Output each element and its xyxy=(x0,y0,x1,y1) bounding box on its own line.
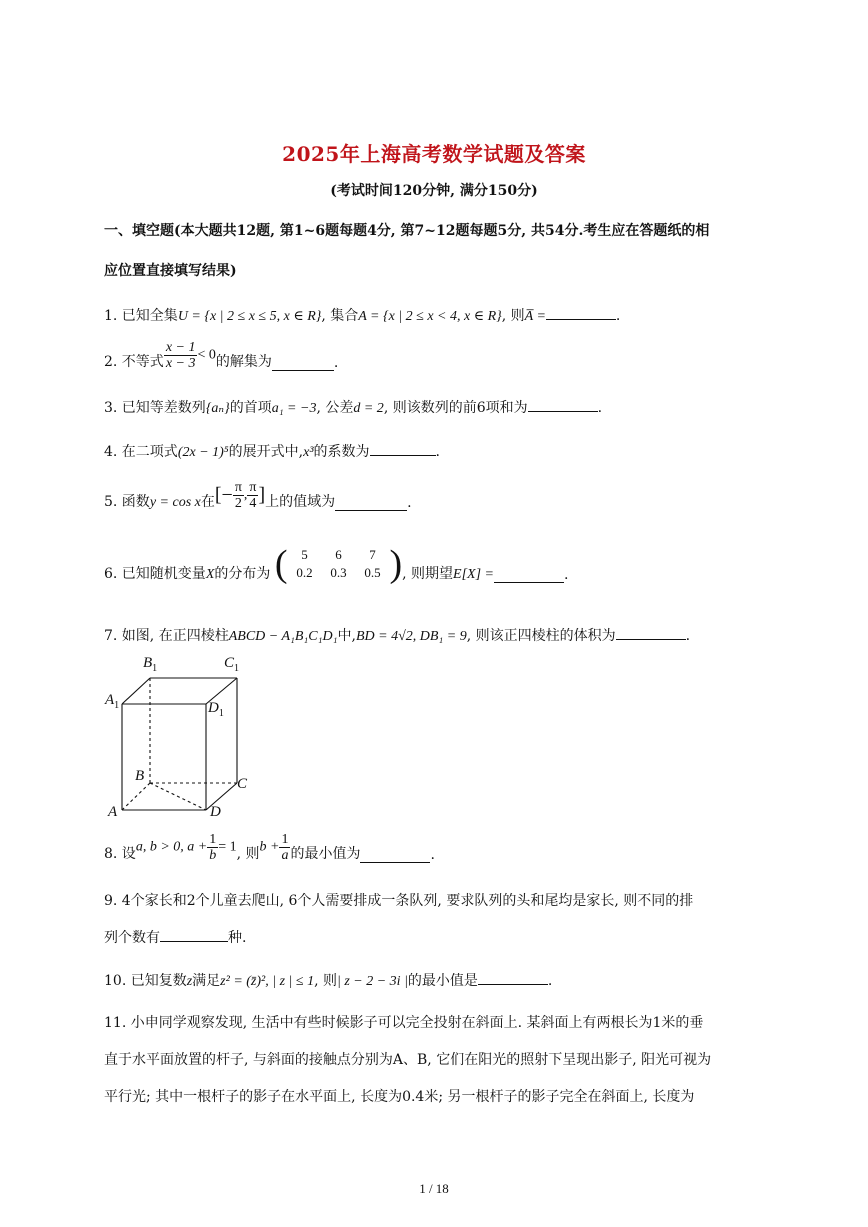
question-9-line1: 9. 4个家长和2个儿童去爬山, 6个人需要排成一条队列, 要求队列的头和尾均是家长, 则不同的排 xyxy=(104,893,694,909)
q5-interval-close: ] xyxy=(258,484,266,506)
q1-set-a: A = {x | 2 ≤ x < 4, x ∈ R} xyxy=(358,309,502,324)
q2-text: 2. 不等式 xyxy=(104,354,164,370)
q6-text: 6. 已知随机变量 xyxy=(104,566,206,582)
vertex-c1-label: $C_1$ xyxy=(224,655,240,674)
q1-text-3: , 则 xyxy=(501,308,525,324)
q7-text-3: , 则该正四棱柱的体积为 xyxy=(466,628,616,644)
q2-end: . xyxy=(333,355,339,371)
q10-text-4: 的最小值是 xyxy=(407,973,478,989)
q10-text: 10. 已知复数 xyxy=(104,973,187,989)
q8-expression: b + xyxy=(259,839,280,855)
q5-denominator-2: 2 xyxy=(234,496,242,511)
q5-text-2: 在 xyxy=(200,494,215,510)
q8-text-2: , 则 xyxy=(236,846,260,862)
answer-blank[interactable] xyxy=(370,441,436,456)
q5-pi: π xyxy=(234,480,242,495)
answer-blank[interactable] xyxy=(528,397,598,412)
q2-fraction xyxy=(164,340,198,371)
q6-value: 5 xyxy=(301,547,308,562)
vertex-d-label: D xyxy=(210,804,221,820)
q2-relation: < 0 xyxy=(197,347,216,363)
q5-end: . xyxy=(407,495,412,511)
question-2 xyxy=(104,340,338,371)
q10-text-2: 满足 xyxy=(192,973,221,989)
q8-equals: = 1 xyxy=(218,839,237,855)
answer-blank[interactable] xyxy=(272,356,334,371)
q6-probability: 0.5 xyxy=(364,565,381,580)
question-11-line3: 平行光; 其中一根杆子的影子在水平面上, 长度为0.4米; 另一根杆子的影子完全在斜面上, 长度为 xyxy=(104,1089,695,1105)
q7-text-2: 中, xyxy=(337,628,356,644)
q10-condition: z² = (z̄)², | z | ≤ 1 xyxy=(220,974,315,989)
q3-text-3: , 公差 xyxy=(316,400,354,416)
q3-common-difference: d = 2 xyxy=(353,401,384,416)
question-5: 5. 函数y = cos x在[− $\frac{\pi}{2}$ , $\frac{\pi}{4}$ ]上的值域为 . xyxy=(104,480,412,511)
q4-text: 4. 在二项式 xyxy=(104,444,178,460)
q8-text-3: 的最小值为 xyxy=(290,846,361,862)
q3-text-2: 的首项 xyxy=(229,400,272,416)
answer-blank[interactable] xyxy=(478,970,548,985)
q7-end: . xyxy=(685,628,691,644)
question-1 xyxy=(104,305,620,325)
q6-distribution-matrix: ( 5 6 7 0.2 0.3 0.5 ) xyxy=(274,543,403,585)
q5-function: y = cos x xyxy=(149,495,201,510)
q3-end: . xyxy=(597,400,603,416)
q7-prism: ABCD − A₁B₁C₁D₁ xyxy=(228,629,338,644)
q10-text-3: , 则 xyxy=(314,973,337,989)
answer-blank[interactable] xyxy=(616,625,686,640)
q1-set-u: U = {x | 2 ≤ x ≤ 5, x ∈ R} xyxy=(177,309,322,324)
vertex-a-label: A xyxy=(108,804,118,820)
page-number: 1 / 18 xyxy=(419,1181,449,1196)
q4-text-2: 的展开式中, xyxy=(228,444,304,460)
section-heading-line2: 应位置直接填写结果) xyxy=(104,263,237,279)
q1-end: . xyxy=(615,308,621,324)
q9-text: 列个数有 xyxy=(104,930,160,946)
q7-text: 7. 如图, 在正四棱柱 xyxy=(104,628,229,644)
q3-sequence: {aₙ} xyxy=(205,401,230,416)
q6-end: . xyxy=(564,567,569,583)
q3-text: 3. 已知等差数列 xyxy=(104,400,206,416)
q6-probability: 0.3 xyxy=(330,565,347,580)
q6-expectation: E[X] = xyxy=(453,567,494,582)
question-9-line2 xyxy=(104,927,246,947)
section-heading-line1: 一、填空题(本大题共12题, 第1~6题每题4分, 第7~12题每题5分, 共54分.考生应在答题纸的相 xyxy=(104,223,710,239)
question-11-line1: 11. 小申同学观察发现, 生活中有些时候影子可以完全投射在斜面上. 某斜面上有两根长为1米的垂 xyxy=(104,1015,704,1031)
q2-numerator: x − 1 xyxy=(165,340,196,355)
prism-drawing xyxy=(100,650,260,825)
vertex-b-label: B xyxy=(135,768,145,784)
vertex-b1-label: $B_1$ xyxy=(143,655,158,674)
q10-end: . xyxy=(547,973,553,989)
q8-fraction-2 xyxy=(279,832,290,863)
q6-value: 6 xyxy=(335,547,342,562)
exam-info: (考试时间120分钟, 满分150分) xyxy=(330,183,538,199)
q4-end: . xyxy=(435,444,440,460)
q5-fraction-1 xyxy=(233,480,244,511)
q10-variable: z xyxy=(186,974,193,989)
q8-fraction-1 xyxy=(207,832,218,863)
q5-denominator-4: 4 xyxy=(249,496,257,511)
q8-denominator-b: b xyxy=(209,848,217,863)
q6-text-2: 的分布为 xyxy=(214,566,271,582)
q7-conditions: BD = 4√2, DB₁ = 9 xyxy=(355,629,467,644)
q5-pi-2: π xyxy=(249,480,257,495)
q3-text-4: , 则该数列的前6项和为 xyxy=(383,400,528,416)
question-7 xyxy=(104,625,690,645)
q9-text-2: 种. xyxy=(228,930,247,946)
question-8 xyxy=(104,832,435,863)
q3-first-term: a₁ = −3 xyxy=(271,401,317,416)
question-10 xyxy=(104,970,552,990)
answer-blank[interactable] xyxy=(360,848,430,863)
q4-text-3: 的系数为 xyxy=(313,444,370,460)
q1-text-2: , 集合 xyxy=(321,308,359,324)
q8-numerator-2: 1 xyxy=(281,832,289,847)
q10-expression: | z − 2 − 3i | xyxy=(336,974,408,989)
page-title: 2025年上海高考数学试题及答案 xyxy=(282,142,586,166)
answer-blank[interactable] xyxy=(160,927,228,942)
question-3 xyxy=(104,397,602,417)
q8-numerator: 1 xyxy=(209,832,217,847)
question-11-line2: 直于水平面放置的杆子, 与斜面的接触点分别为A、B, 它们在阳光的照射下呈现出影子, 阳光可视为 xyxy=(104,1052,712,1068)
q8-condition: a, b > 0, a + xyxy=(135,839,208,855)
q4-binomial: (2x − 1)⁵ xyxy=(177,445,229,460)
vertex-a1-label: $A_1$ xyxy=(105,692,120,711)
q5-text: 5. 函数 xyxy=(104,494,150,510)
answer-blank[interactable] xyxy=(494,568,564,583)
q4-term: x³ xyxy=(303,445,314,460)
q5-fraction-2 xyxy=(247,480,258,511)
vertex-d1-label: $D_1$ xyxy=(208,700,224,719)
question-6 xyxy=(104,545,568,583)
q5-text-3: 上的值域为 xyxy=(265,494,336,510)
answer-blank[interactable] xyxy=(546,305,616,320)
q8-text: 8. 设 xyxy=(104,846,136,862)
q8-denominator-a: a xyxy=(281,848,289,863)
question-4 xyxy=(104,441,440,461)
vertex-c-label: C xyxy=(237,776,248,792)
q2-denominator: x − 3 xyxy=(165,356,196,371)
q1-complement: A̅ = xyxy=(524,309,546,324)
q6-text-3: , 则期望 xyxy=(402,566,454,582)
q1-text: 1. 已知全集 xyxy=(104,308,178,324)
q6-probability: 0.2 xyxy=(296,565,313,580)
q6-variable: X xyxy=(205,567,215,582)
q5-interval-open: [− xyxy=(214,484,233,506)
q8-end: . xyxy=(430,847,435,863)
q2-text-2: 的解集为 xyxy=(215,354,272,370)
prism-figure xyxy=(100,650,260,825)
q6-value: 7 xyxy=(369,547,376,562)
answer-blank[interactable] xyxy=(335,496,407,511)
